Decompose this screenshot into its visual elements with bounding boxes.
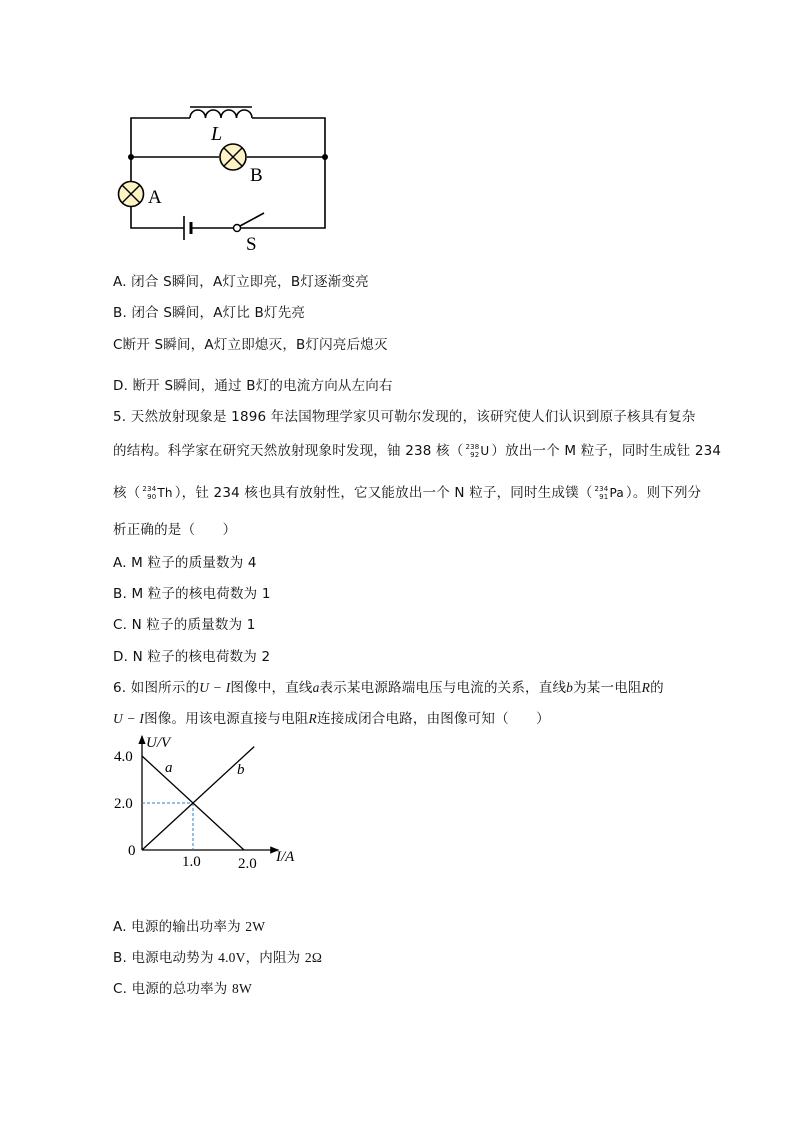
q4-option-d: D. 断开 S瞬间，通过 B灯的电流方向从左向右 <box>113 378 393 394</box>
x-tick-1: 1.0 <box>182 854 201 870</box>
lamp-a-label: A <box>148 187 162 208</box>
q5-line-2: 的结构。科学家在研究天然放射现象时发现，铀 238 核（ 238 92 U ）放出一个 M 粒子，同时生成钍 234 <box>113 443 722 459</box>
q5-option-d: D. N 粒子的核电荷数为 2 <box>113 649 271 665</box>
y-tick-2: 2.0 <box>114 796 133 812</box>
q6-line-1: 6. 如图所示的U − I图像中，直线a表示某电源路端电压与电流的关系，直线b为某一电阻R的 <box>113 680 664 696</box>
q5-line-4: 析正确的是（ ） <box>113 522 237 538</box>
q5-line-3: 核（ 234 90 Th ），钍 234 核也具有放射性，它又能放出一个 N 粒子，同时生成镤（ 234 91 Pa ）。则下列分 <box>113 485 702 501</box>
lamp-b-label: B <box>250 165 263 186</box>
q4-option-c: C断开 S瞬间，A灯立即熄灭，B灯闪亮后熄灭 <box>113 337 388 353</box>
x-axis-label: I/A <box>276 849 295 865</box>
inductor-label: L <box>211 123 223 145</box>
q6-option-b: B. 电源电动势为 4.0V，内阻为 2Ω <box>113 950 323 966</box>
u-i-chart <box>110 728 310 874</box>
q4-option-a: A. 闭合 S瞬间，A灯立即亮，B灯逐渐变亮 <box>113 274 369 290</box>
q5-option-c: C. N 粒子的质量数为 1 <box>113 617 256 633</box>
inductor-coil <box>190 110 252 118</box>
series-a-label: a <box>165 760 173 776</box>
q5-option-b: B. M 粒子的核电荷数为 1 <box>113 586 271 602</box>
uranium-nuclide: 238 92 U <box>465 443 490 459</box>
junction-right <box>322 154 328 160</box>
q5-line-1: 5. 天然放射现象是 1896 年法国物理学家贝可勒尔发现的，该研究使人们认识到原子核具有复杂 <box>113 409 696 425</box>
lamp-b-icon <box>220 144 246 170</box>
battery-icon <box>184 216 191 240</box>
circuit-diagram <box>100 96 350 256</box>
q6-option-a: A. 电源的输出功率为 2W <box>113 919 266 935</box>
protactinium-nuclide: 234 91 Pa <box>594 485 624 501</box>
origin-label: 0 <box>128 843 136 859</box>
q5-option-a: A. M 粒子的质量数为 4 <box>113 555 257 571</box>
x-tick-2: 2.0 <box>238 856 257 872</box>
q6-line-2: U − I图像。用该电源直接与电阻R连接成闭合电路，由图像可知（ ） <box>113 711 550 727</box>
switch-label: S <box>246 234 257 255</box>
q4-option-b: B. 闭合 S瞬间，A灯比 B灯先亮 <box>113 305 306 321</box>
thorium-nuclide: 234 90 Th <box>142 485 173 501</box>
y-axis-label: U/V <box>146 735 171 751</box>
y-tick-4: 4.0 <box>114 749 133 765</box>
q6-option-c: C. 电源的总功率为 8W <box>113 981 252 997</box>
series-b-label: b <box>237 762 245 778</box>
lamp-a-icon <box>119 182 144 207</box>
junction-left <box>128 154 134 160</box>
